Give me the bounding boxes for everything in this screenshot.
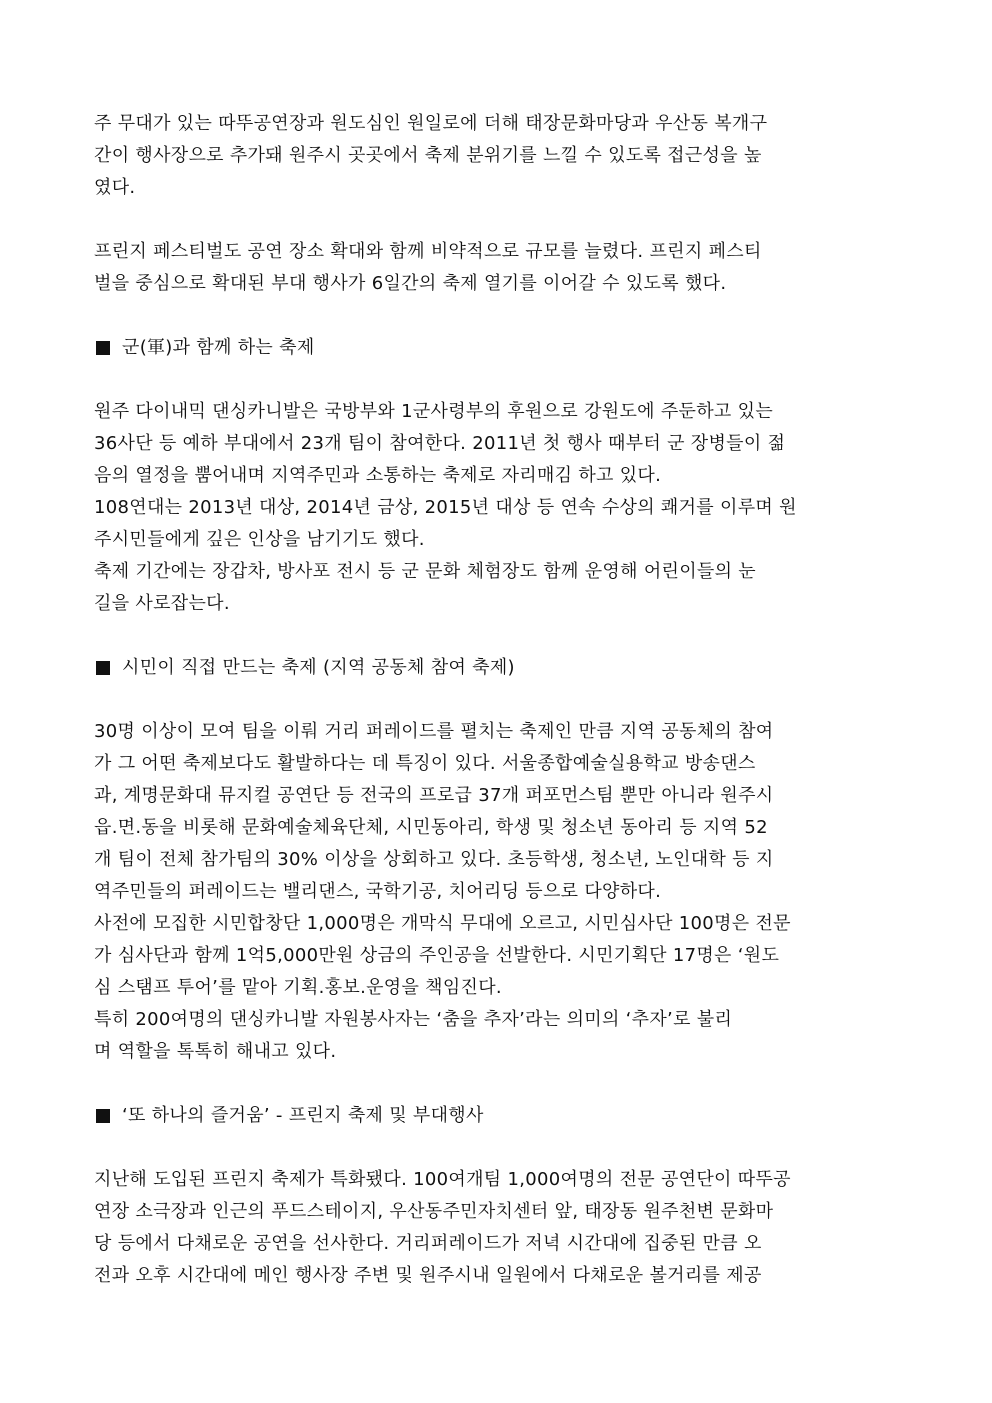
black-square-icon [96, 341, 110, 355]
paragraph-line: 심 스탬프 투어’를 맡아 기획.홍보.운영을 책임진다. [94, 977, 502, 998]
paragraph-line: 주 무대가 있는 따뚜공연장과 원도심인 원일로에 더해 태장문화마당과 우산동 복개구 [94, 113, 768, 134]
paragraph-line: 간이 행사장으로 추가돼 원주시 곳곳에서 축제 분위기를 느낄 수 있도록 접근성을 높 [94, 145, 762, 166]
black-square-icon [96, 1109, 110, 1123]
black-square-icon [96, 661, 110, 675]
paragraph-line: 가 심사단과 함께 1억5,000만원 상금의 주인공을 선발한다. 시민기획단 17명은 ‘원도 [94, 945, 780, 966]
paragraph-line: 연장 소극장과 인근의 푸드스테이지, 우산동주민자치센터 앞, 태장동 원주천변 문화마 [94, 1201, 774, 1222]
section-1-body [94, 396, 898, 620]
paragraph-line: 원주 다이내믹 댄싱카니발은 국방부와 1군사령부의 후원으로 강원도에 주둔하고 있는 [94, 401, 774, 422]
section-3-body [94, 1164, 898, 1292]
paragraph-line: 음의 열정을 뿜어내며 지역주민과 소통하는 축제로 자리매김 하고 있다. [94, 465, 662, 486]
section-2-body [94, 716, 898, 1068]
paragraph-line: 사전에 모집한 시민합창단 1,000명은 개막식 무대에 오르고, 시민심사단 100명은 전문 [94, 913, 791, 934]
paragraph-line: 프린지 페스티벌도 공연 장소 확대와 함께 비약적으로 규모를 늘렸다. 프린지 페스티 [94, 241, 762, 262]
paragraph-line: 며 역할을 톡톡히 해내고 있다. [94, 1041, 337, 1062]
document-page [94, 108, 898, 1292]
paragraph-gap [94, 1132, 898, 1164]
paragraph-line: 108연대는 2013년 대상, 2014년 금상, 2015년 대상 등 연속 수상의 쾌거를 이루며 원 [94, 497, 797, 518]
paragraph-line: 주시민들에게 깊은 인상을 남기기도 했다. [94, 529, 425, 550]
paragraph-gap [94, 300, 898, 332]
paragraph-line: 축제 기간에는 장갑차, 방사포 전시 등 군 문화 체험장도 함께 운영해 어린이들의 눈 [94, 561, 756, 582]
paragraph-line: 가 그 어떤 축제보다도 활발하다는 데 특징이 있다. 서울종합예술실용학교 방송댄스 [94, 753, 756, 774]
paragraph-1 [94, 108, 898, 204]
paragraph-line: 특히 200여명의 댄싱카니발 자원봉사자는 ‘춤을 추자’라는 의미의 ‘추자’로 불리 [94, 1009, 733, 1030]
section-heading-fringe [94, 1100, 898, 1132]
section-heading-citizens [94, 652, 898, 684]
paragraph-gap [94, 620, 898, 652]
section-heading-text: ‘또 하나의 즐거움’ - 프린지 축제 및 부대행사 [122, 1105, 484, 1126]
section-heading-military [94, 332, 898, 364]
paragraph-line: 벌을 중심으로 확대된 부대 행사가 6일간의 축제 열기를 이어갈 수 있도록 했다. [94, 273, 727, 294]
paragraph-line: 역주민들의 퍼레이드는 밸리댄스, 국학기공, 치어리딩 등으로 다양하다. [94, 881, 662, 902]
paragraph-gap [94, 684, 898, 716]
paragraph-line: 36사단 등 예하 부대에서 23개 팀이 참여한다. 2011년 첫 행사 때부터 군 장병들이 젊 [94, 433, 786, 454]
paragraph-line: 30명 이상이 모여 팀을 이뤄 거리 퍼레이드를 펼치는 축제인 만큼 지역 공동체의 참여 [94, 721, 774, 742]
paragraph-line: 길을 사로잡는다. [94, 593, 230, 614]
paragraph-gap [94, 364, 898, 396]
paragraph-gap [94, 1068, 898, 1100]
paragraph-gap [94, 204, 898, 236]
section-heading-text: 시민이 직접 만드는 축제 (지역 공동체 참여 축제) [122, 657, 515, 678]
paragraph-line: 읍.면.동을 비롯해 문화예술체육단체, 시민동아리, 학생 및 청소년 동아리 등 지역 52 [94, 817, 768, 838]
paragraph-line: 개 팀이 전체 참가팀의 30% 이상을 상회하고 있다. 초등학생, 청소년, 노인대학 등 지 [94, 849, 774, 870]
paragraph-line: 지난해 도입된 프린지 축제가 특화됐다. 100여개팀 1,000여명의 전문 공연단이 따뚜공 [94, 1169, 791, 1190]
paragraph-line: 전과 오후 시간대에 메인 행사장 주변 및 원주시내 일원에서 다채로운 볼거리를 제공 [94, 1265, 762, 1286]
paragraph-line: 과, 계명문화대 뮤지컬 공연단 등 전국의 프로급 37개 퍼포먼스팀 뿐만 아니라 원주시 [94, 785, 774, 806]
section-heading-text: 군(軍)과 함께 하는 축제 [122, 337, 315, 358]
paragraph-line: 당 등에서 다채로운 공연을 선사한다. 거리퍼레이드가 저녁 시간대에 집중된 만큼 오 [94, 1233, 762, 1254]
paragraph-line: 였다. [94, 177, 136, 198]
paragraph-2 [94, 236, 898, 300]
